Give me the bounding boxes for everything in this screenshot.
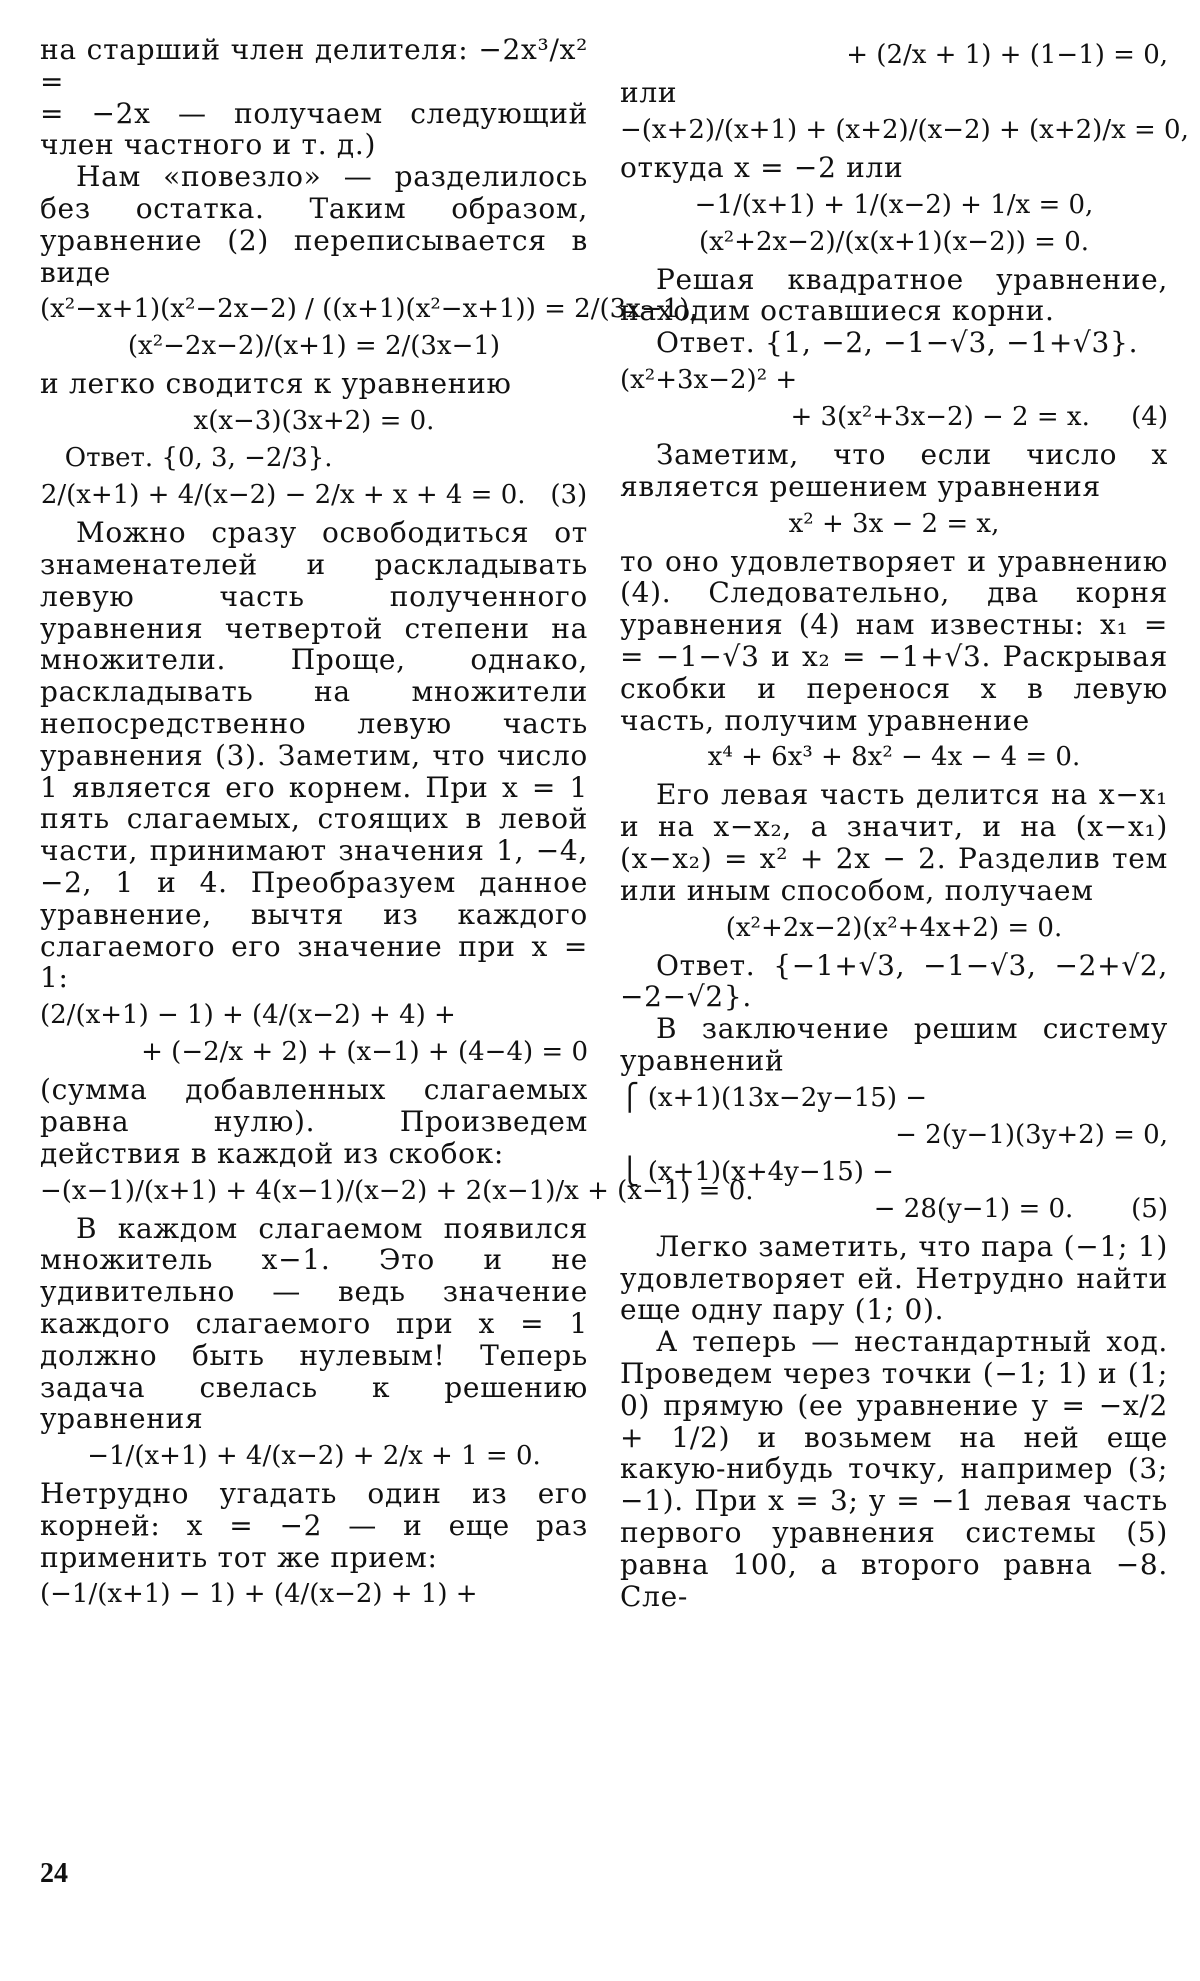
text-paragraph: Можно сразу освободиться от знаменателей и раскладывать левую часть полученного уравнения четвертой степени на множители. Проще, однако, раскладывать на множители непосредственно левую часть уравнения (3). Заметим, что число 1 является его корнем. При x = 1 пять слагаемых, стоящих в левой части, принимают значения 1, −4, −2, 1 и 4. Преобразуем данное уравнение, вычтя из каждого слагаемого его значение при x = 1: [40, 516, 588, 995]
equation-line: x(x−3)(3x+2) = 0. [193, 406, 435, 437]
equation-line: − 28(y−1) = 0. (5) [873, 1193, 1168, 1224]
equation-line: + (−2/x + 2) + (x−1) + (4−4) = 0 [141, 1037, 588, 1068]
text-paragraph: Заметим, что если число x является решением уравнения [620, 437, 1168, 503]
equation-line: Ответ. {0, 3, −2/3}. [40, 443, 333, 474]
equation-line: (x²+2x−2)(x²+4x+2) = 0. [725, 912, 1063, 943]
equation-line: (x²+2x−2)/(x(x+1)(x−2)) = 0. [698, 226, 1090, 257]
equation-line: −(x+2)/(x+1) + (x+2)/(x−2) + (x+2)/x = 0, [620, 114, 1189, 145]
equation-line: (x²−2x−2)/(x+1) = 2/(3x−1) [127, 331, 501, 362]
equation-line: −(x−1)/(x+1) + 4(x−1)/(x−2) + 2(x−1)/x + (x−1) = 0. [40, 1175, 754, 1206]
text-paragraph: Его левая часть делится на x−x₁ и на x−x₂, а значит, и на (x−x₁)(x−x₂) = x² + 2x − 2. Разделив тем или иным способом, получаем [620, 778, 1168, 907]
equation-line: ⎧ (x+1)(13x−2y−15) − [620, 1082, 928, 1113]
right-column [620, 34, 1189, 1613]
text-paragraph: Ответ. {−1+√3, −1−√3, −2+√2, −2−√2}. [620, 948, 1168, 1014]
equation-line: (−1/(x+1) − 1) + (4/(x−2) + 1) + [40, 1579, 478, 1610]
equation-line: x² + 3x − 2 = x, [788, 508, 1000, 539]
text-paragraph: откуда x = −2 или [620, 150, 904, 184]
text-paragraph: (сумма добавленных слагаемых равна нулю). Произведем действия в каждой из скобок: [40, 1073, 588, 1170]
text-paragraph: Нетрудно угадать один из его корней: x = −2 — и еще раз применить тот же прием: [40, 1477, 588, 1574]
equation-line: ⎩ (x+1)(x+4y−15) − [620, 1156, 894, 1187]
equation-line: x⁴ + 6x³ + 8x² − 4x − 4 = 0. [707, 742, 1081, 773]
equation-line: (x²−x+1)(x²−2x−2) / ((x+1)(x²−x+1)) = 2/(3x−1), [40, 294, 698, 325]
text-paragraph: = −2x — получаем следующий член частного и т. д.) [40, 96, 588, 162]
equation-line: + (2/x + 1) + (1−1) = 0, [846, 40, 1168, 70]
equation-line: −1/(x+1) + 4/(x−2) + 2/x + 1 = 0. [87, 1441, 541, 1472]
text-paragraph: Легко заметить, что пара (−1; 1) удовлетворяет ей. Нетрудно найти еще одну пару (1; 0). [620, 1229, 1168, 1327]
text-paragraph: на старший член делителя: −2x³/x² = [40, 33, 588, 98]
equation-line: −1/(x+1) + 1/(x−2) + 1/x = 0, [694, 189, 1094, 220]
text-paragraph: В заключение решим систему уравнений [620, 1012, 1168, 1077]
text-paragraph: А теперь — нестандартный ход. Проведем через точки (−1; 1) и (1; 0) прямую (ее уравнение y = −x/2 + 1/2) и возьмем на ней еще какую-нибудь точку, например (3; −1). При x = 3; y = −1 левая часть первого уравнения системы (5) равна 100, а второго равна −8. Сле- [620, 1325, 1168, 1613]
page-number: 24 [40, 1858, 68, 1889]
equation-line: + 3(x²+3x−2) − 2 = x. (4) [790, 401, 1168, 432]
text-paragraph: Решая квадратное уравнение, находим оставшиеся корни. [620, 262, 1168, 328]
text-paragraph: и легко сводится к уравнению [40, 367, 512, 401]
equation-line: 2/(x+1) + 4/(x−2) − 2/x + x + 4 = 0. (3) [40, 480, 588, 511]
text-paragraph: Ответ. {1, −2, −1−√3, −1+√3}. [656, 326, 1139, 360]
equation-line: (x²+3x−2)² + [620, 364, 798, 395]
text-paragraph: В каждом слагаемом появился множитель x−1. Это и не удивительно — ведь значение каждого слагаемого при x = 1 должно быть нулевым! Теперь задача свелась к решению уравнения [40, 1211, 588, 1436]
text-paragraph: или [620, 76, 678, 109]
text-paragraph: то оно удовлетворяет и уравнению (4). Следовательно, два корня уравнения (4) нам известны: x₁ = = −1−√3 и x₂ = −1+√3. Раскрывая скобки и перенося x в левую часть, получим уравнение [620, 544, 1168, 737]
text-paragraph: Нам «повезло» — разделилось без остатка. Таким образом, уравнение (2) переписывается в виде [40, 160, 588, 289]
equation-line: − 2(y−1)(3y+2) = 0, [895, 1119, 1168, 1150]
equation-line: (2/(x+1) − 1) + (4/(x−2) + 4) + [40, 1000, 456, 1031]
